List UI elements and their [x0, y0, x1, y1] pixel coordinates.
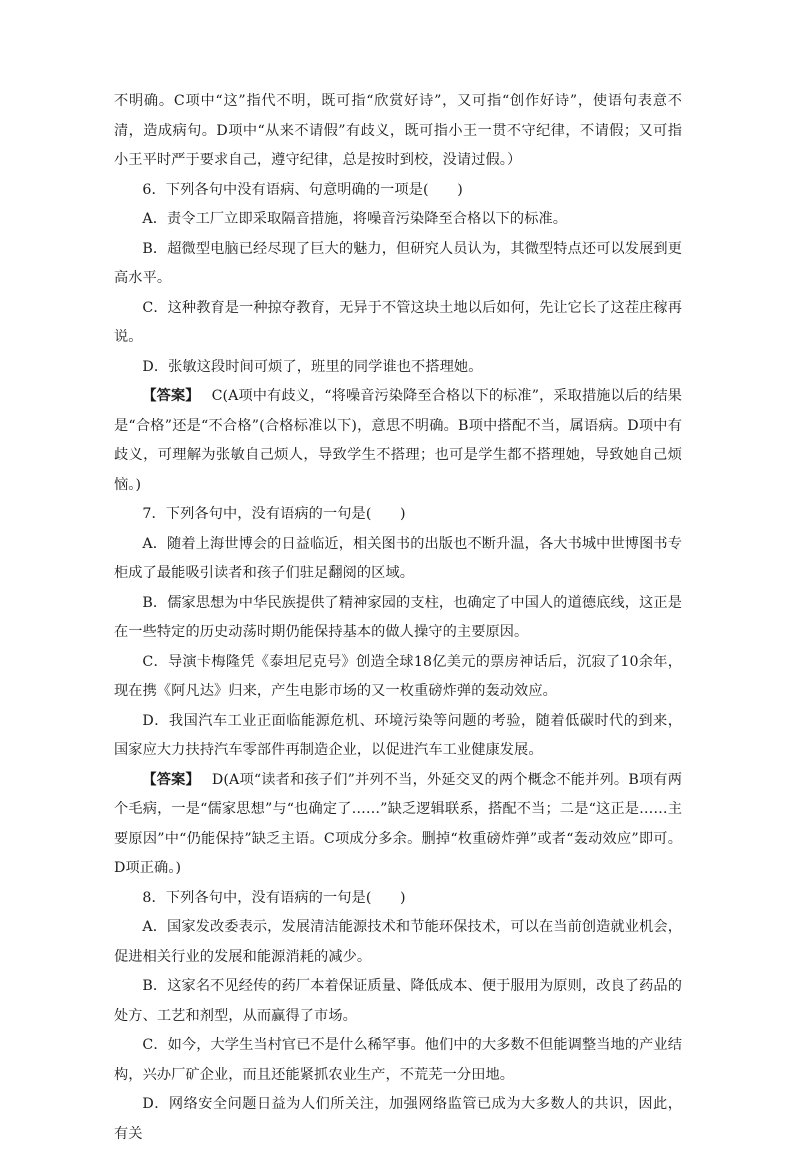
paragraph-explanation-continued: 不明确。C项中“这”指代不明，既可指“欣赏好诗”，又可指“创作好诗”，使语句表意不清，造成病句。D项中“从来不请假”有歧义，既可指小王一贯不守纪律，不请假；又可指小王平时严于要求自己，遵守纪律，总是按时到校，没请过假。）	[114, 93, 682, 168]
question-7-option-b: B．儒家思想为中华民族提供了精神家园的支柱，也确定了中国人的道德底线，这正是在一些特定的历史动荡时期仍能保持基本的做人操守的主要原因。	[114, 594, 682, 640]
question-8-option-d: D．网络安全问题日益为人们所关注，加强网络监管已成为大多数人的共识，因此，有关	[114, 1096, 682, 1142]
question-6-answer	[114, 382, 682, 500]
question-7-option-d: D．我国汽车工业正面临能源危机、环境污染等问题的考验，随着低碳时代的到来，国家应大力扶持汽车零部件再制造企业，以促进汽车工业健康发展。	[114, 712, 682, 758]
question-6-option-b: B．超微型电脑已经尽现了巨大的魅力，但研究人员认为，其微型特点还可以发展到更高水平。	[114, 240, 682, 286]
answer-text: C(A项中有歧义，“将噪音污染降至合格以下的标准”，采取措施以后的结果是“合格”还是“不合格”(合格标准以下)，意思不明确。B项中搭配不当，属语病。D项中有歧义，可理解为张敏自己烦人，导致学生不搭理；也可是学生都不搭理她，导致她自己烦恼。)	[114, 388, 682, 493]
question-7-option-a: A．随着上海世博会的日益临近，相关图书的出版也不断升温，各大书城中世博图书专柜成了最能吸引读者和孩子们驻足翻阅的区域。	[114, 535, 682, 581]
question-6-stem: 6．下列各句中没有语病、句意明确的一项是( )	[142, 181, 463, 198]
question-6-option-c: C．这种教育是一种掠夺教育，无异于不管这块土地以后如何，先让它长了这茬庄稼再说。	[114, 299, 682, 345]
answer-text: D(A项“读者和孩子们”并列不当，外延交叉的两个概念不能并列。B项有两个毛病，一是“儒家思想”与“也确定了……”缺乏逻辑联系，搭配不当；二是“这正是……主要原因”中“仍能保持”缺乏主语。C项成分多余。删掉“枚重磅炸弹”或者“轰动效应”即可。D项正确。)	[114, 771, 682, 876]
answer-label: 【答案】	[142, 771, 200, 788]
question-8-option-c: C．如今，大学生当村官已不是什么稀罕事。他们中的大多数不但能调整当地的产业结构，兴办厂矿企业，而且还能紧抓农业生产，不荒芜一分田地。	[114, 1037, 682, 1083]
question-6-option-a: A．责令工厂立即采取隔音措施，将噪音污染降至合格以下的标准。	[142, 211, 568, 227]
question-8-option-b: B．这家名不见经传的药厂本着保证质量、降低成本、便于服用为原则，改良了药品的处方、工艺和剂型，从而赢得了市场。	[114, 978, 682, 1024]
question-7-answer	[114, 766, 682, 884]
question-7-stem: 7．下列各句中，没有语病的一句是( )	[142, 506, 406, 522]
answer-label: 【答案】	[142, 388, 200, 404]
question-8-stem: 8．下列各句中，没有语病的一句是( )	[142, 889, 406, 906]
question-7-option-c: C．导演卡梅隆凭《泰坦尼克号》创造全球18亿美元的票房神话后，沉寂了10余年，现在携《阿凡达》归来，产生电影市场的又一枚重磅炸弹的轰动效应。	[114, 653, 682, 699]
question-8-option-a: A．国家发改委表示，发展清洁能源技术和节能环保技术，可以在当前创造就业机会，促进相关行业的发展和能源消耗的减少。	[114, 919, 682, 965]
question-6-option-d: D．张敏这段时间可烦了，班里的同学谁也不搭理她。	[142, 358, 483, 375]
